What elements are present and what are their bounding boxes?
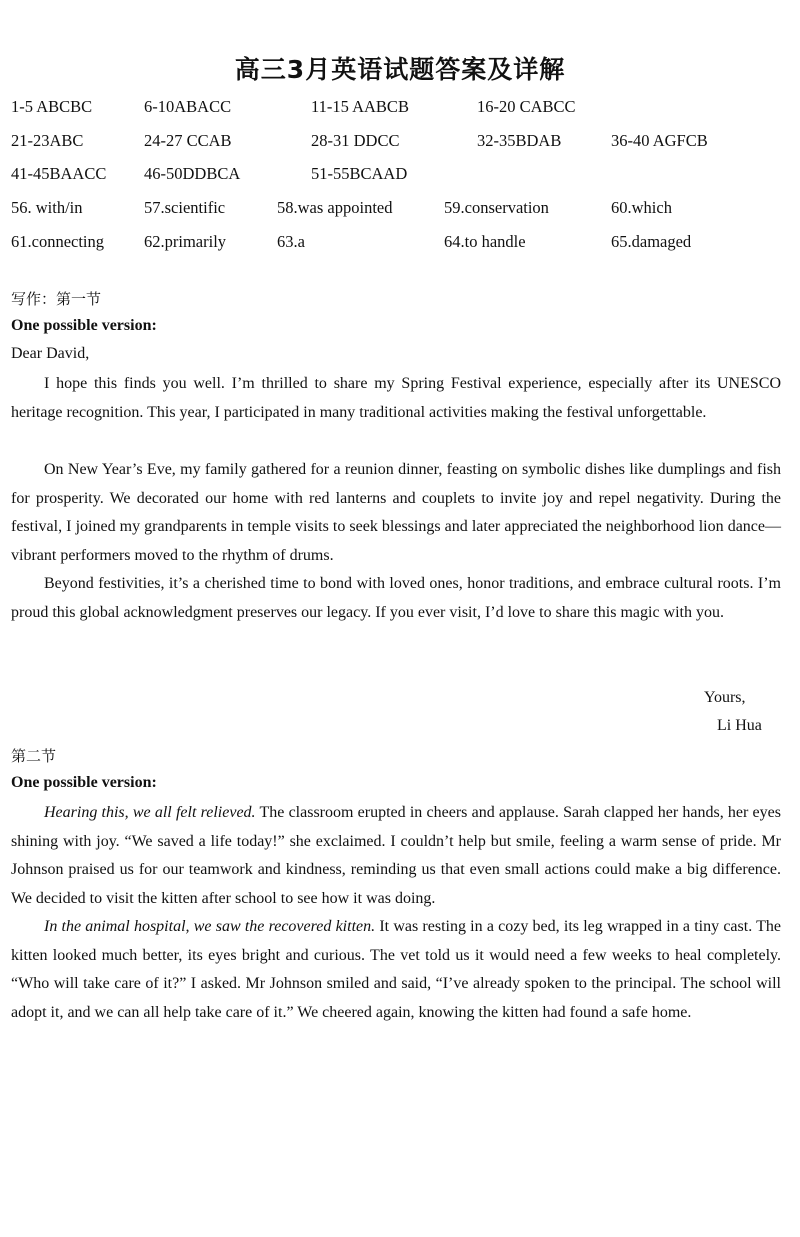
- answer-group: 58.was appointed: [277, 198, 393, 217]
- story-text: It was resting in a cozy bed, its leg wrapped in a tiny cast. The kitten looked much better, its eyes bright and curious. The vet told us it would need a few weeks to heal completely. “Who will take care of it?” I asked. Mr Johnson smiled and said, “I’ve already spoken to the principal. The school will adopt it, and we can all help take care of it.” We cheered again, knowing the kitten had found a safe home.: [11, 918, 782, 1021]
- answer-group: 21-23ABC: [11, 131, 84, 150]
- answer-group: 63.a: [277, 232, 305, 251]
- letter-closing: Yours,: [704, 689, 746, 706]
- version-label: One possible version:: [11, 317, 157, 334]
- answer-group: 46-50DDBCA: [144, 164, 241, 183]
- story-text: The classroom erupted in cheers and applause. Sarah clapped her hands, her eyes shining with joy. “We saved a life today!” she exclaimed. I couldn’t help but smile, feeling a warm sense of pride. Mr Johnson praised us for our teamwork and kindness, reminding us that even small actions could make a big difference. We decided to visit the kitten after school to see how it was doing.: [11, 804, 781, 907]
- answer-group: 6-10ABACC: [144, 97, 232, 116]
- story-lead-sentence: Hearing this, we all felt relieved.: [44, 804, 256, 821]
- answer-group: 24-27 CCAB: [144, 131, 232, 150]
- answer-group: 16-20 CABCC: [477, 97, 576, 116]
- answer-group: 57.scientific: [144, 198, 226, 217]
- story-paragraph: [11, 913, 781, 1027]
- answer-row-1: [0, 97, 800, 119]
- answer-row-2: [0, 131, 800, 153]
- answer-group: 65.damaged: [611, 232, 692, 251]
- answer-group: 32-35BDAB: [477, 131, 562, 150]
- answer-group: 36-40 AGFCB: [611, 131, 708, 150]
- letter-signature: Li Hua: [717, 717, 762, 734]
- answer-row-4: [0, 198, 800, 220]
- answer-row-5: [0, 232, 800, 254]
- story-lead-sentence: In the animal hospital, we saw the recovered kitten.: [44, 918, 376, 935]
- story-paragraph: [11, 799, 781, 913]
- letter-paragraph: On New Year’s Eve, my family gathered for a reunion dinner, feasting on symbolic dishes like dumplings and fish for prosperity. We decorated our home with red lanterns and couplets to invite joy and repel negativity. During the festival, I joined my grandparents in temple visits to seek blessings and later appreciated the neighborhood lion dance—vibrant performers moved to the rhythm of drums.: [11, 461, 781, 564]
- answer-group: 51-55BCAAD: [311, 164, 408, 183]
- page-title: 高三3月英语试题答案及详解: [234, 55, 566, 84]
- answer-group: 60.which: [611, 198, 672, 217]
- section-heading-writing-2: 第二节: [11, 747, 57, 765]
- answer-group: 1-5 ABCBC: [11, 97, 93, 116]
- letter-salutation: Dear David,: [11, 345, 90, 362]
- answer-group: 61.connecting: [11, 232, 105, 251]
- answer-group: 64.to handle: [444, 232, 526, 251]
- letter-paragraph: Beyond festivities, it’s a cherished time to bond with loved ones, honor traditions, and embrace cultural roots. I’m proud this global acknowledgment preserves our legacy. If you ever visit, I’d love to share this magic with you.: [11, 575, 781, 621]
- answer-group: 41-45BAACC: [11, 164, 107, 183]
- letter-paragraph: I hope this finds you well. I’m thrilled to share my Spring Festival experience, especially after its UNESCO heritage recognition. This year, I participated in many traditional activities making the festival unforgettable.: [11, 375, 781, 421]
- version-label: One possible version:: [11, 774, 157, 791]
- answer-row-3: [0, 164, 800, 186]
- answer-group: 11-15 AABCB: [311, 97, 409, 116]
- answer-group: 59.conservation: [444, 198, 549, 217]
- section-heading-writing-1: 写作：第一节: [11, 290, 102, 308]
- answer-group: 28-31 DDCC: [311, 131, 400, 150]
- answer-group: 62.primarily: [144, 232, 227, 251]
- answer-group: 56. with/in: [11, 198, 83, 217]
